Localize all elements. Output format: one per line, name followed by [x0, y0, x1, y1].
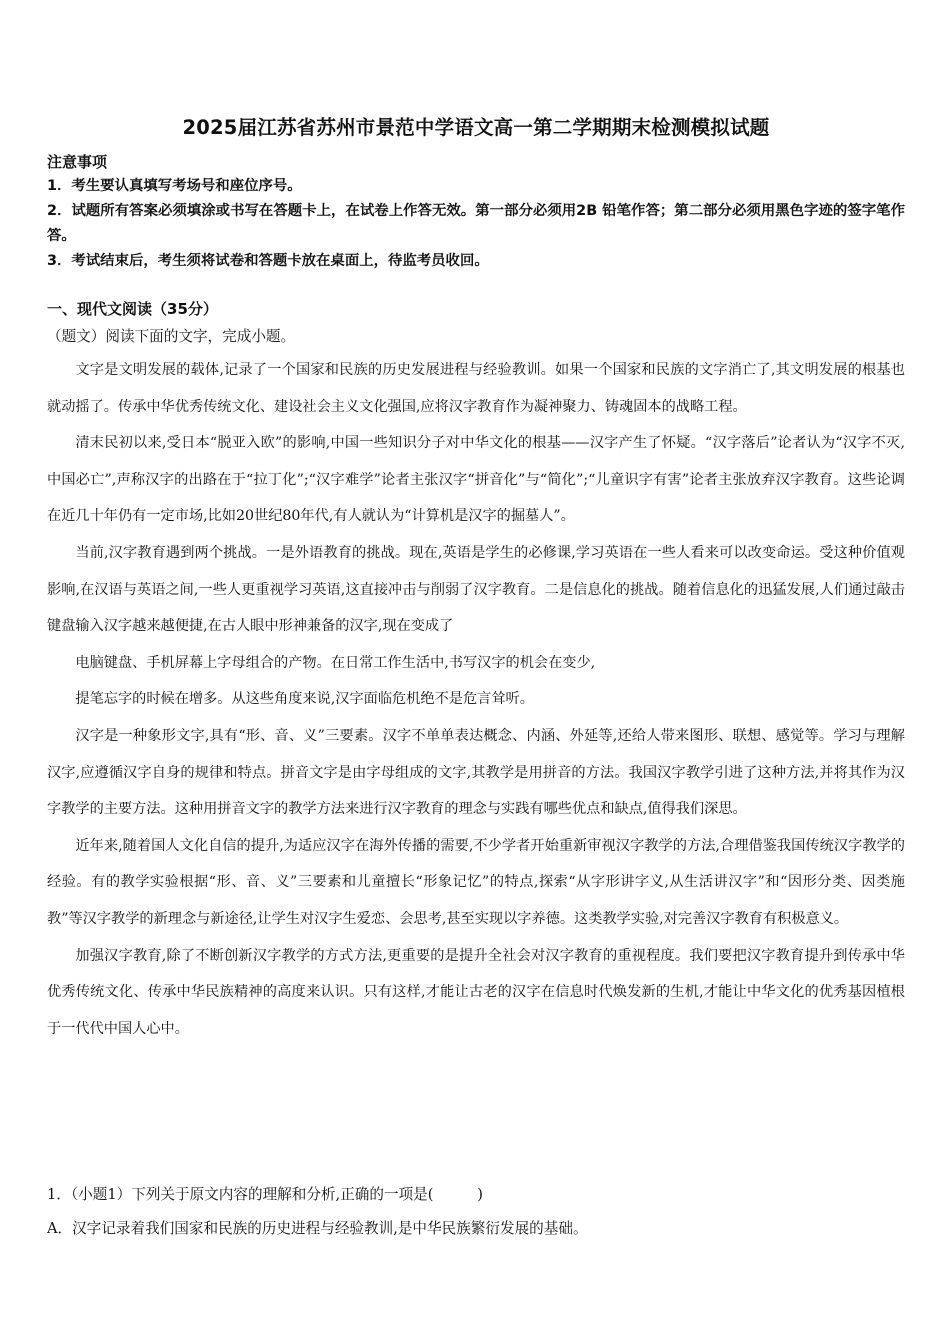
passage-paragraph: 近年来,随着国人文化自信的提升,为适应汉字在海外传播的需要,不少学者开始重新审视汉字教学的方法,合理借鉴我国传统汉字教学的经验。有的教学实验根据“形、音、义”三要素和儿童擅长“形象记忆”的特点,探索“从字形讲字义,从生活讲汉字”和“因形分类、因类施教”等汉字教学的新理念与新途径,让学生对汉字生爱恋、会思考,甚至实现以字养德。这类教学实验,对完善汉字教育有积极意义。	[47, 837, 905, 927]
passage-paragraph: 提笔忘字的时候在增多。从这些角度来说,汉字面临危机绝不是危言耸听。	[75, 691, 534, 708]
passage-paragraph: 清末民初以来,受日本“脱亚入欧”的影响,中国一些知识分子对中华文化的根基——汉字产生了怀疑。“汉字落后”论者认为“汉字不灭,中国必亡”,声称汉字的出路在于“拉丁化”;“汉字难学”论者主张汉字“拼音化”与“简化”;“儿童识字有害”论者主张放弃汉字教育。这些论调在近几十年仍有一定市场,比如20世纪80年代,有人就认为“计算机是汉字的掘墓人”。	[47, 435, 905, 525]
passage-paragraph: 当前,汉字教育遇到两个挑战。一是外语教育的挑战。现在,英语是学生的必修课,学习英语在一些人看来可以改变命运。受这种价值观影响,在汉语与英语之间,一些人更重视学习英语,这直接冲击与削弱了汉字教育。二是信息化的挑战。随着信息化的迅猛发展,人们通过敲击键盘输入汉字越来越便捷,在古人眼中形神兼备的汉字,现在变成了	[47, 544, 905, 635]
exam-title: 2025届江苏省苏州市景范中学语文高一第二学期期末检测模拟试题	[182, 116, 770, 139]
section-heading: 一、现代文阅读（35分）	[47, 300, 218, 318]
notice-list	[47, 174, 905, 274]
reading-passage	[47, 352, 905, 1047]
passage-paragraph: 电脑键盘、手机屏幕上字母组合的产物。在日常工作生活中,书写汉字的机会在变少,	[75, 654, 596, 671]
notice-item: 2．试题所有答案必须填涂或书写在答题卡上，在试卷上作答无效。第一部分必须用2B 铅笔作答；第二部分必须用黑色字迹的签字笔作答。	[47, 203, 905, 244]
reading-instruction: （题文）阅读下面的文字，完成小题。	[47, 328, 296, 345]
notice-item: 1．考生要认真填写考场号和座位序号。	[47, 178, 302, 194]
passage-paragraph: 汉字是一种象形文字,具有“形、音、义”三要素。汉字不单单表达概念、内涵、外延等,还给人带来图形、联想、感觉等。学习与理解汉字,应遵循汉字自身的规律和特点。拼音文字是由字母组成的文字,其教学是用拼音的方法。我国汉字教学引进了这种方法,并将其作为汉字教学的主要方法。这种用拼音文字的教学方法来进行汉字教育的理念与实践有哪些优点和缺点,值得我们深思。	[47, 727, 905, 818]
passage-paragraph: 加强汉字教育,除了不断创新汉字教学的方式方法,更重要的是提升全社会对汉字教育的重视程度。我们要把汉字教育提升到传承中华优秀传统文化、传承中华民族精神的高度来认识。只有这样,才能让古老的汉字在信息时代焕发新的生机,才能让中华文化的优秀基因植根于一代代中国人心中。	[47, 947, 905, 1037]
notice-item: 3．考试结束后，考生须将试卷和答题卡放在桌面上，待监考员收回。	[47, 253, 489, 269]
notice-heading: 注意事项	[47, 153, 108, 171]
passage-paragraph: 文字是文明发展的载体,记录了一个国家和民族的历史发展进程与经验教训。如果一个国家和民族的文字消亡了,其文明发展的根基也就动摇了。传承中华优秀传统文化、建设社会主义文化强国,应将汉字教育作为凝神聚力、铸魂固本的战略工程。	[47, 362, 905, 415]
question-stem: 1．（小题1）下列关于原文内容的理解和分析,正确的一项是( )	[47, 1186, 483, 1203]
answer-option-a: A．汉字记录着我们国家和民族的历史进程与经验教训,是中华民族繁衍发展的基础。	[47, 1220, 588, 1237]
